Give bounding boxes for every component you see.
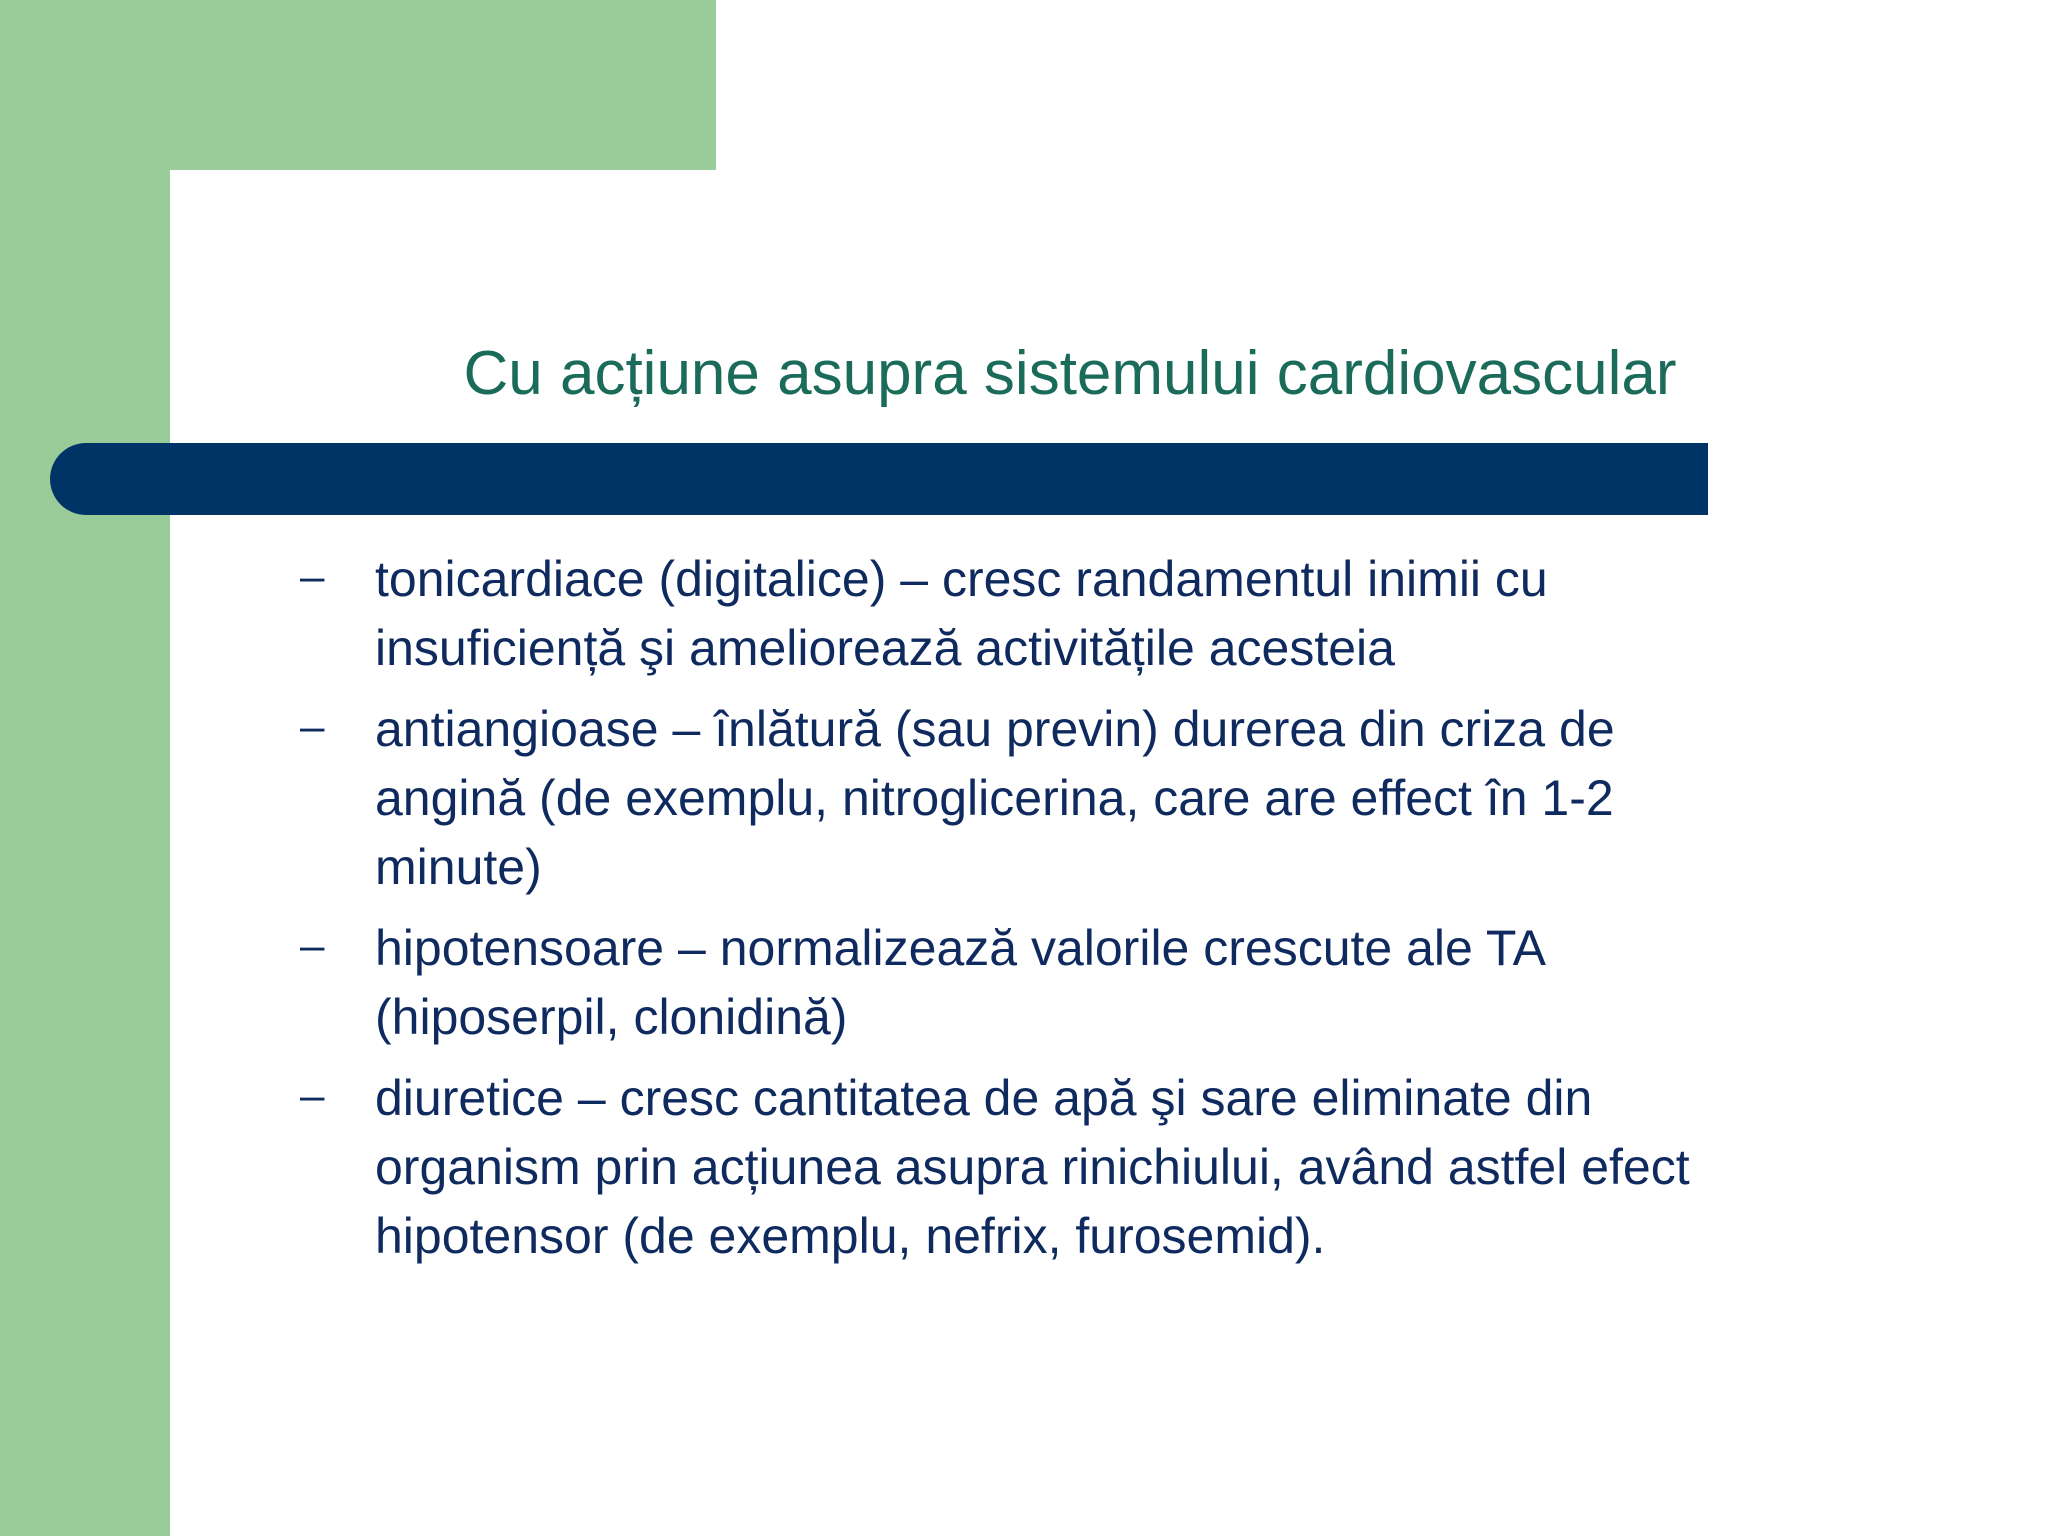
bullet-line: antiangioase – înlătură (sau previn) durerea din criza de xyxy=(375,701,1615,757)
bullet-dash: – xyxy=(300,552,325,601)
bullet-line: organism prin acțiunea asupra rinichiului, având astfel efect xyxy=(375,1139,1690,1195)
list-item xyxy=(300,914,1920,1052)
bullet-dash: – xyxy=(300,1071,325,1120)
bullet-line: hipotensor (de exemplu, nefrix, furosemid). xyxy=(375,1208,1326,1264)
green-side-panel xyxy=(0,0,170,1536)
bullet-line: hipotensoare – normalizează valorile crescute ale TA xyxy=(375,920,1546,976)
green-top-panel xyxy=(0,0,716,170)
bullet-line: angină (de exemplu, nitroglicerina, care are effect în 1-2 xyxy=(375,770,1614,826)
bullet-list xyxy=(300,545,1920,1283)
bullet-line: diuretice – cresc cantitatea de apă şi sare eliminate din xyxy=(375,1070,1593,1126)
slide-title: Cu acțiune asupra sistemului cardiovascular xyxy=(463,339,1677,408)
bullet-line: tonicardiace (digitalice) – cresc randamentul inimii cu xyxy=(375,551,1548,607)
list-item xyxy=(300,695,1920,902)
bullet-line: minute) xyxy=(375,839,542,895)
list-item xyxy=(300,1064,1920,1271)
bullet-dash: – xyxy=(300,921,325,970)
bullet-dash: – xyxy=(300,702,325,751)
bullet-line: (hiposerpil, clonidină) xyxy=(375,989,848,1045)
list-item xyxy=(300,545,1920,683)
bullet-line: insuficiență şi ameliorează activitățile acesteia xyxy=(375,620,1395,676)
title-underline-bar xyxy=(50,443,1708,515)
